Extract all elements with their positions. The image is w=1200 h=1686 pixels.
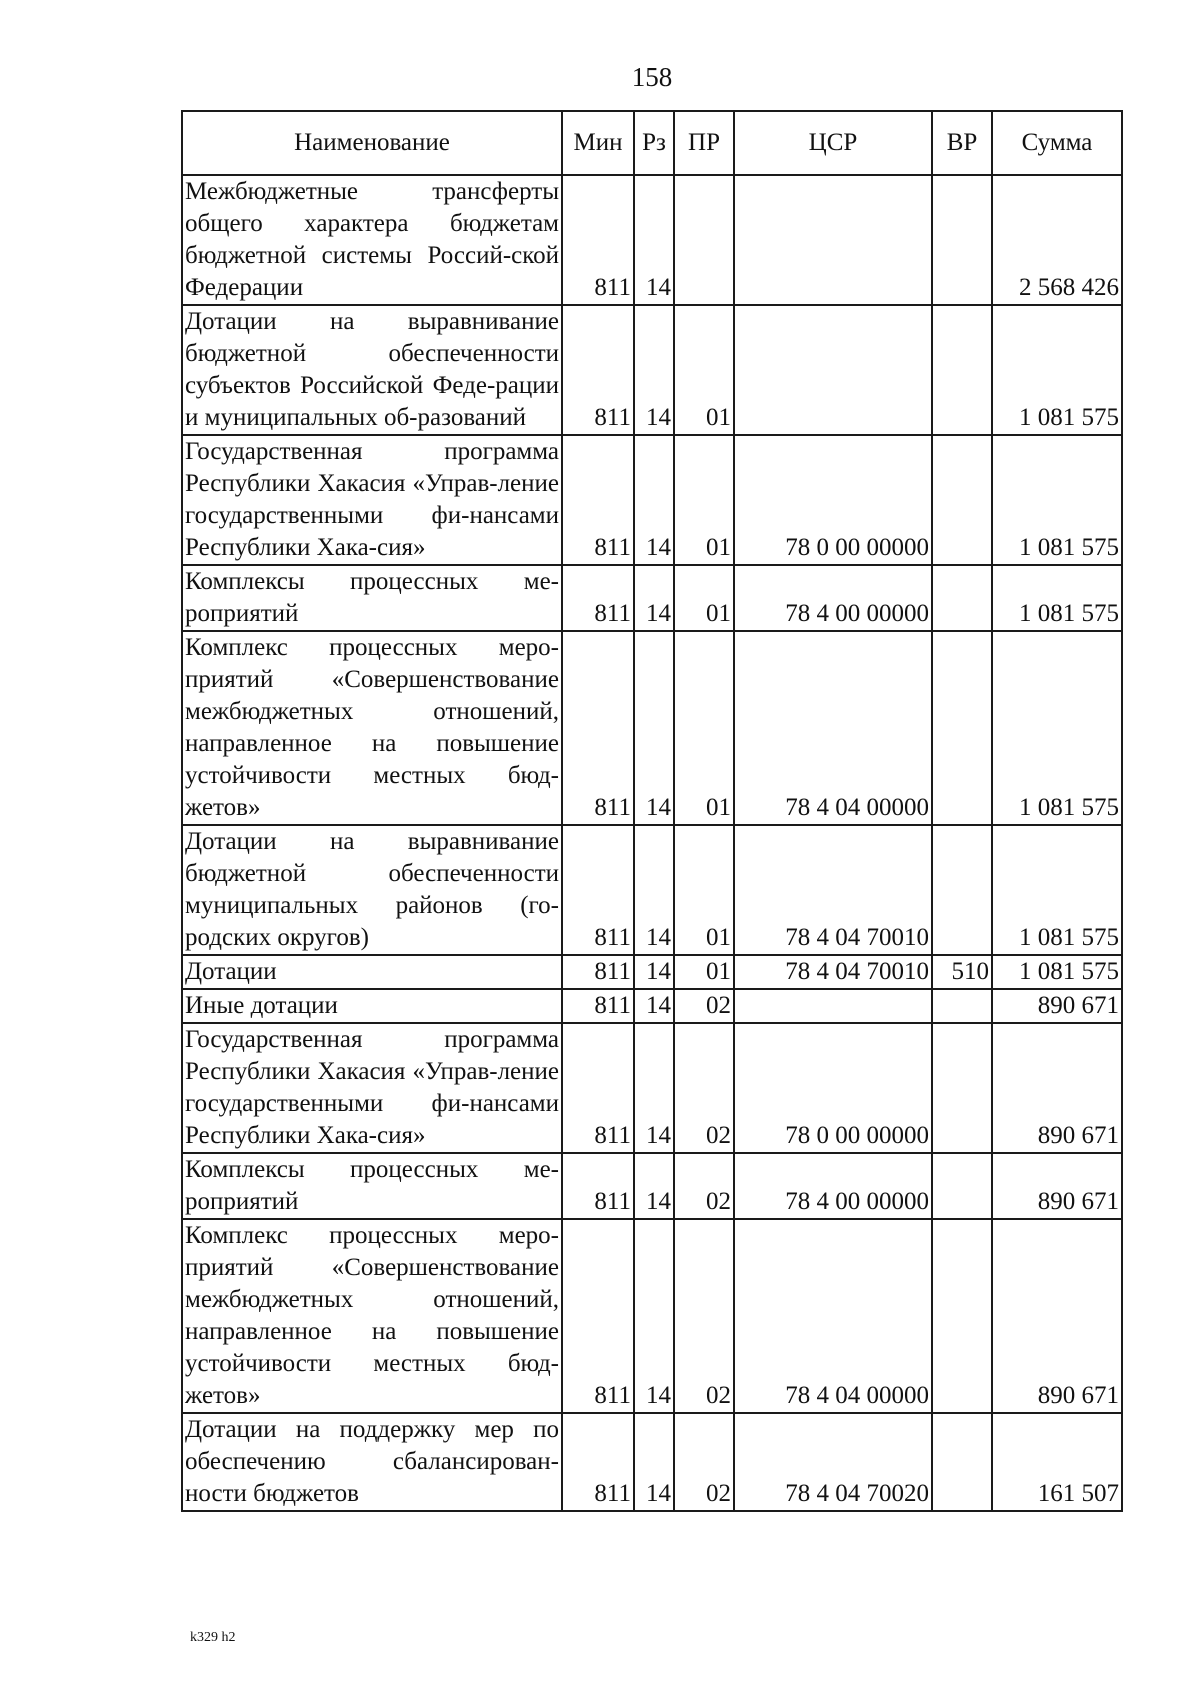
header-pr: ПР	[674, 111, 734, 175]
cell-csr	[734, 175, 932, 305]
header-rz: Рз	[634, 111, 674, 175]
cell-rz: 14	[634, 565, 674, 631]
cell-min: 811	[562, 1023, 634, 1153]
cell-vr	[932, 565, 992, 631]
table-row	[182, 1413, 1122, 1511]
cell-csr	[734, 989, 932, 1023]
cell-pr: 01	[674, 631, 734, 825]
cell-sum: 1 081 575	[992, 305, 1122, 435]
cell-csr: 78 0 00 00000	[734, 1023, 932, 1153]
cell-vr	[932, 1023, 992, 1153]
cell-vr: 510	[932, 955, 992, 989]
cell-min: 811	[562, 435, 634, 565]
table-header-row	[182, 111, 1122, 175]
cell-pr: 01	[674, 955, 734, 989]
cell-csr	[734, 305, 932, 435]
cell-vr	[932, 989, 992, 1023]
cell-rz: 14	[634, 631, 674, 825]
cell-min: 811	[562, 565, 634, 631]
cell-rz: 14	[634, 1153, 674, 1219]
cell-name: Дотации на выравнивание бюджетной обеспеченности субъектов Российской Феде-рации и муниципальных об-разований	[182, 305, 562, 435]
cell-sum: 890 671	[992, 1023, 1122, 1153]
footer-code: k329 h2	[190, 1630, 236, 1645]
cell-name: Государственная программа Республики Хакасия «Управ-ление государственными фи-нансами Республики Хака-сия»	[182, 435, 562, 565]
cell-sum: 1 081 575	[992, 435, 1122, 565]
cell-csr: 78 4 04 70010	[734, 955, 932, 989]
cell-rz: 14	[634, 175, 674, 305]
cell-sum: 890 671	[992, 1219, 1122, 1413]
cell-min: 811	[562, 1413, 634, 1511]
cell-name: Комплексы процессных ме-роприятий	[182, 565, 562, 631]
budget-table	[181, 110, 1123, 1512]
cell-min: 811	[562, 305, 634, 435]
table-row	[182, 1153, 1122, 1219]
table-row	[182, 989, 1122, 1023]
cell-pr	[674, 175, 734, 305]
cell-min: 811	[562, 1153, 634, 1219]
cell-rz: 14	[634, 825, 674, 955]
cell-rz: 14	[634, 1023, 674, 1153]
cell-min: 811	[562, 989, 634, 1023]
cell-pr: 01	[674, 825, 734, 955]
cell-min: 811	[562, 631, 634, 825]
cell-name: Комплекс процессных меро-приятий «Совершенствование межбюджетных отношений, направленное на повышение устойчивости местных бюд-жетов»	[182, 631, 562, 825]
table-row	[182, 1219, 1122, 1413]
cell-sum: 161 507	[992, 1413, 1122, 1511]
cell-name: Комплексы процессных ме-роприятий	[182, 1153, 562, 1219]
cell-rz: 14	[634, 1413, 674, 1511]
header-csr: ЦСР	[734, 111, 932, 175]
cell-sum: 890 671	[992, 989, 1122, 1023]
cell-vr	[932, 631, 992, 825]
cell-sum: 2 568 426	[992, 175, 1122, 305]
cell-vr	[932, 435, 992, 565]
table-row	[182, 631, 1122, 825]
cell-csr: 78 4 04 70010	[734, 825, 932, 955]
cell-pr: 02	[674, 1023, 734, 1153]
cell-pr: 02	[674, 1219, 734, 1413]
cell-name: Дотации	[182, 955, 562, 989]
cell-name: Иные дотации	[182, 989, 562, 1023]
table-row	[182, 955, 1122, 989]
cell-pr: 02	[674, 989, 734, 1023]
table-row	[182, 305, 1122, 435]
cell-vr	[932, 1219, 992, 1413]
header-sum: Сумма	[992, 111, 1122, 175]
cell-pr: 01	[674, 305, 734, 435]
cell-rz: 14	[634, 305, 674, 435]
cell-sum: 1 081 575	[992, 565, 1122, 631]
cell-vr	[932, 825, 992, 955]
cell-pr: 02	[674, 1413, 734, 1511]
cell-name: Дотации на поддержку мер по обеспечению сбалансирован-ности бюджетов	[182, 1413, 562, 1511]
table-row	[182, 435, 1122, 565]
cell-pr: 01	[674, 565, 734, 631]
cell-rz: 14	[634, 435, 674, 565]
cell-min: 811	[562, 955, 634, 989]
cell-pr: 01	[674, 435, 734, 565]
cell-csr: 78 4 04 00000	[734, 631, 932, 825]
cell-csr: 78 4 04 70020	[734, 1413, 932, 1511]
cell-name: Дотации на выравнивание бюджетной обеспеченности муниципальных районов (го-родских округов)	[182, 825, 562, 955]
table-row	[182, 825, 1122, 955]
cell-pr: 02	[674, 1153, 734, 1219]
cell-name: Комплекс процессных меро-приятий «Совершенствование межбюджетных отношений, направленное на повышение устойчивости местных бюд-жетов»	[182, 1219, 562, 1413]
header-vr: ВР	[932, 111, 992, 175]
cell-csr: 78 4 00 00000	[734, 565, 932, 631]
cell-sum: 1 081 575	[992, 955, 1122, 989]
header-name: Наименование	[182, 111, 562, 175]
cell-name: Межбюджетные трансферты общего характера бюджетам бюджетной системы Россий-ской Федерации	[182, 175, 562, 305]
table-row	[182, 1023, 1122, 1153]
cell-csr: 78 4 00 00000	[734, 1153, 932, 1219]
cell-vr	[932, 1153, 992, 1219]
cell-vr	[932, 305, 992, 435]
page-number: 158	[631, 62, 673, 92]
cell-min: 811	[562, 1219, 634, 1413]
cell-min: 811	[562, 175, 634, 305]
cell-vr	[932, 1413, 992, 1511]
cell-min: 811	[562, 825, 634, 955]
cell-rz: 14	[634, 989, 674, 1023]
cell-rz: 14	[634, 955, 674, 989]
cell-csr: 78 4 04 00000	[734, 1219, 932, 1413]
cell-vr	[932, 175, 992, 305]
table-row	[182, 175, 1122, 305]
table-row	[182, 565, 1122, 631]
header-min: Мин	[562, 111, 634, 175]
cell-csr: 78 0 00 00000	[734, 435, 932, 565]
cell-sum: 1 081 575	[992, 631, 1122, 825]
cell-name: Государственная программа Республики Хакасия «Управ-ление государственными фи-нансами Республики Хака-сия»	[182, 1023, 562, 1153]
cell-sum: 890 671	[992, 1153, 1122, 1219]
cell-sum: 1 081 575	[992, 825, 1122, 955]
cell-rz: 14	[634, 1219, 674, 1413]
